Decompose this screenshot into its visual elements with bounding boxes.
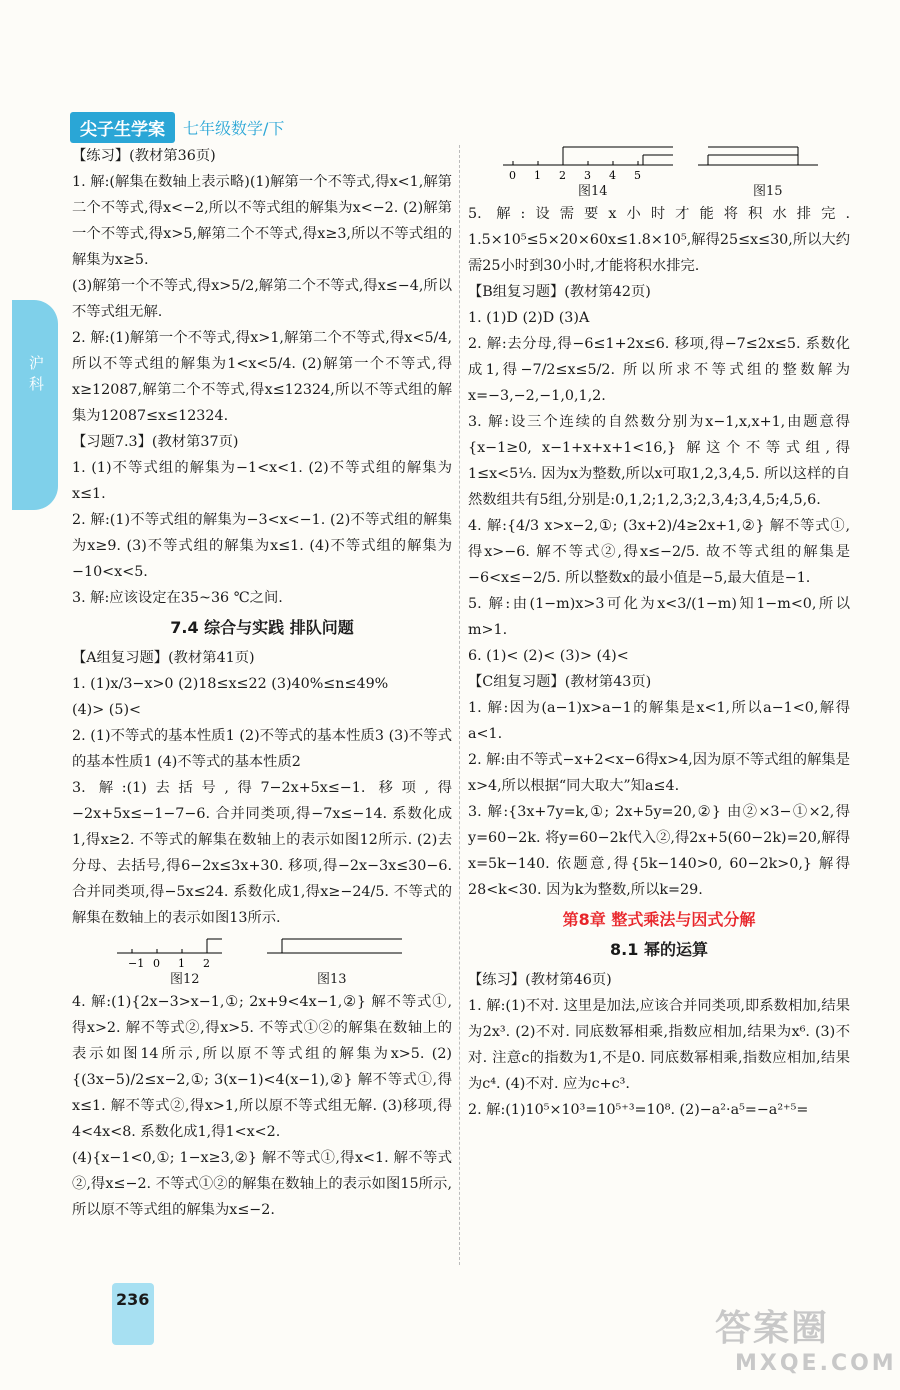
answer-paragraph: 1. (1)不等式组的解集为−1<x<1. (2)不等式组的解集为x≤1.	[72, 460, 452, 502]
answer-paragraph: 3. 解:(1)去括号,得7−2x+5x≤−1. 移项,得−2x+5x≤−1−7−6. 合并同类项,得−7x≤−14. 系数化成1,得x≥2. 不等式的解集在数轴上的表示如图12所示. (2)去分母、去括号,得6−2x≤3x+30. 移项,得−2x−3x≤30−6. 合并同类项,得−5x≤24. 系数化成1,得x≥−24/5. 不等式的解集在数轴上的表示如图13所示.	[72, 780, 452, 926]
answer-paragraph: 2. 解:(1)10⁵×10³=10⁵⁺³=10⁸. (2)−a²·a⁵=−a²⁺⁵=	[468, 1102, 809, 1118]
left-column	[72, 143, 452, 1223]
watermark	[715, 1300, 897, 1376]
answer-paragraph: 2. 解:(1)不等式组的解集为−3<x<−1. (2)不等式组的解集为x≥9. (3)不等式组的解集为x≤1. (4)不等式组的解集为−10<x<5.	[72, 512, 452, 580]
answer-paragraph: 2. 解:由不等式−x+2<x−6得x>4,因为原不等式组的解集是x>4,所以根据“同大取大”知a≤4.	[468, 752, 850, 794]
answer-paragraph: 1. (1)x/3−x>0 (2)18≤x≤22 (3)40%≤n≤49%	[72, 676, 389, 692]
section-label: 【A组复习题】(教材第41页)	[72, 650, 255, 666]
tick-label: 3	[584, 169, 591, 182]
tick-label: 2	[559, 169, 566, 182]
figures-14-15	[468, 143, 850, 201]
right-column	[468, 143, 850, 1123]
tick-label: 4	[609, 169, 616, 182]
section-label: 【练习】(教材第36页)	[72, 148, 216, 164]
answer-paragraph: 1. 解:(解集在数轴上表示略)(1)解第一个不等式,得x<1,解第二个不等式,得x<−2,所以不等式组的解集为x<−2. (2)解第一个不等式,得x>5,解第二个不等式,得x≥3,所以不等式组的解集为x≥5.	[72, 174, 452, 268]
answer-paragraph: 4. 解:(1){2x−3>x−1,①; 2x+9<4x−1,②} 解不等式①,得x>2. 解不等式②,得x>5. 不等式①②的解集在数轴上的表示如图14所示,所以原不等式组的解集为x>5. (2){(3x−5)/2≤x−2,①; 3(x−1)<4(x−1),②} 解不等式①,得x≤1. 解不等式②,得x>1,所以原不等式组无解. (3)移项,得4<4x<8. 系数化成1,得1<x<2.	[72, 994, 452, 1140]
tick-label: 1	[178, 957, 185, 970]
answer-paragraph: 4. 解:{4/3 x>x−2,①; (3x+2)/4≥2x+1,②} 解不等式①,得x>−6. 解不等式②,得x≤−2/5. 故不等式组的解集是−6<x≤−2/5. 所以整数x的最小值是−5,最大值是−1.	[468, 518, 850, 586]
section-heading: 8.1 幂的运算	[610, 940, 708, 959]
tick-label: 2	[203, 957, 210, 970]
answer-paragraph: 3. 解:设三个连续的自然数分别为x−1,x,x+1,由题意得{x−1≥0, x−1+x+x+1<16,} 解这个不等式组,得1≤x<5⅓. 因为x为整数,所以x可取1,2,3,4,5. 所以这样的自然数组共有5组,分别是:0,1,2;1,2,3;2,3,4;3,4,5;4,5,6.	[468, 414, 850, 508]
answer-paragraph: 2. (1)不等式的基本性质1 (2)不等式的基本性质3 (3)不等式的基本性质1 (4)不等式的基本性质2	[72, 728, 452, 770]
answer-paragraph: 2. 解:去分母,得−6≤1+2x≤6. 移项,得−7≤2x≤5. 系数化成1,得−7/2≤x≤5/2. 所以所求不等式组的整数解为x=−3,−2,−1,0,1,2.	[468, 336, 850, 404]
chapter-heading: 第8章 整式乘法与因式分解	[562, 910, 756, 929]
brand-label: 尖子生学案	[70, 112, 175, 143]
tick-label: 5	[634, 169, 641, 182]
figure-caption: 图13	[317, 972, 347, 987]
answer-paragraph: 1. 解:(1)不对. 这里是加法,应该合并同类项,即系数相加,结果为2x³. (2)不对. 同底数幂相乘,指数应相加,结果为x⁶. (3)不对. 注意c的指数为1,不是0. 同底数幂相乘,指数应相加,结果为c⁴. (4)不对. 应为c+c³.	[468, 998, 850, 1092]
figures-12-13	[72, 931, 452, 989]
figure-caption: 图12	[170, 972, 200, 987]
answer-paragraph: (4){x−1<0,①; 1−x≥3,②} 解不等式①,得x<1. 解不等式②,得x≤−2. 不等式①②的解集在数轴上的表示如图15所示,所以原不等式组的解集为x≤−2.	[72, 1150, 452, 1218]
answer-paragraph: 2. 解:(1)解第一个不等式,得x>1,解第二个不等式,得x<5/4,所以不等式组的解集为1<x<5/4. (2)解第一个不等式,得x≥12087,解第二个不等式,得x≤12324,所以不等式组的解集为12087≤x≤12324.	[72, 330, 452, 424]
answer-paragraph: 6. (1)< (2)< (3)> (4)<	[468, 648, 629, 664]
watermark-logo: 答案圈	[715, 1308, 830, 1349]
subject-label: 七年级数学/下	[183, 119, 285, 138]
section-label: 【习题7.3】(教材第37页)	[72, 434, 239, 450]
answer-paragraph: 5. 解:由(1−m)x>3可化为x<3/(1−m)知1−m<0,所以m>1.	[468, 596, 850, 638]
tick-label: 0	[509, 169, 516, 182]
answer-paragraph: 1. 解:因为(a−1)x>a−1的解集是x<1,所以a−1<0,解得a<1.	[468, 700, 850, 742]
book-header	[70, 112, 284, 143]
figure-caption: 图14	[578, 184, 608, 199]
section-label: 【B组复习题】(教材第42页)	[468, 284, 651, 300]
answer-paragraph: 3. 解:应该设定在35~36 ℃之间.	[72, 590, 283, 606]
number-line-12-13	[72, 931, 452, 971]
number-line-14-15	[468, 143, 848, 183]
side-tab: 沪科	[12, 300, 58, 510]
answer-paragraph: 5. 解:设需要x小时才能将积水排完. 1.5×10⁵≤5×20×60x≤1.8×10⁵,解得25≤x≤30,所以大约需25小时到30小时,才能将积水排完.	[468, 206, 851, 274]
answer-paragraph: 1. (1)D (2)D (3)A	[468, 310, 590, 326]
section-label: 【C组复习题】(教材第43页)	[468, 674, 652, 690]
watermark-url: MXQE.COM	[735, 1351, 897, 1376]
figure-caption: 图15	[753, 184, 783, 199]
answer-paragraph: (4)> (5)<	[72, 702, 142, 718]
answer-paragraph: (3)解第一个不等式,得x>5/2,解第二个不等式,得x≤−4,所以不等式组无解.	[72, 278, 452, 320]
column-divider	[459, 145, 460, 1265]
page-number: 236	[116, 1290, 150, 1309]
tick-label: 0	[153, 957, 160, 970]
section-heading: 7.4 综合与实践 排队问题	[170, 618, 354, 637]
answer-paragraph: 3. 解:{3x+7y=k,①; 2x+5y=20,②} 由②×3−①×2,得y=60−2k. 将y=60−2k代入②,得2x+5(60−2k)=20,解得x=5k−140. 依题意,得{5k−140>0, 60−2k>0,} 解得28<k<30. 因为k为整数,所以k=29.	[468, 804, 850, 898]
tick-label: −1	[128, 957, 145, 970]
section-label: 【练习】(教材第46页)	[468, 972, 612, 988]
tick-label: 1	[534, 169, 541, 182]
